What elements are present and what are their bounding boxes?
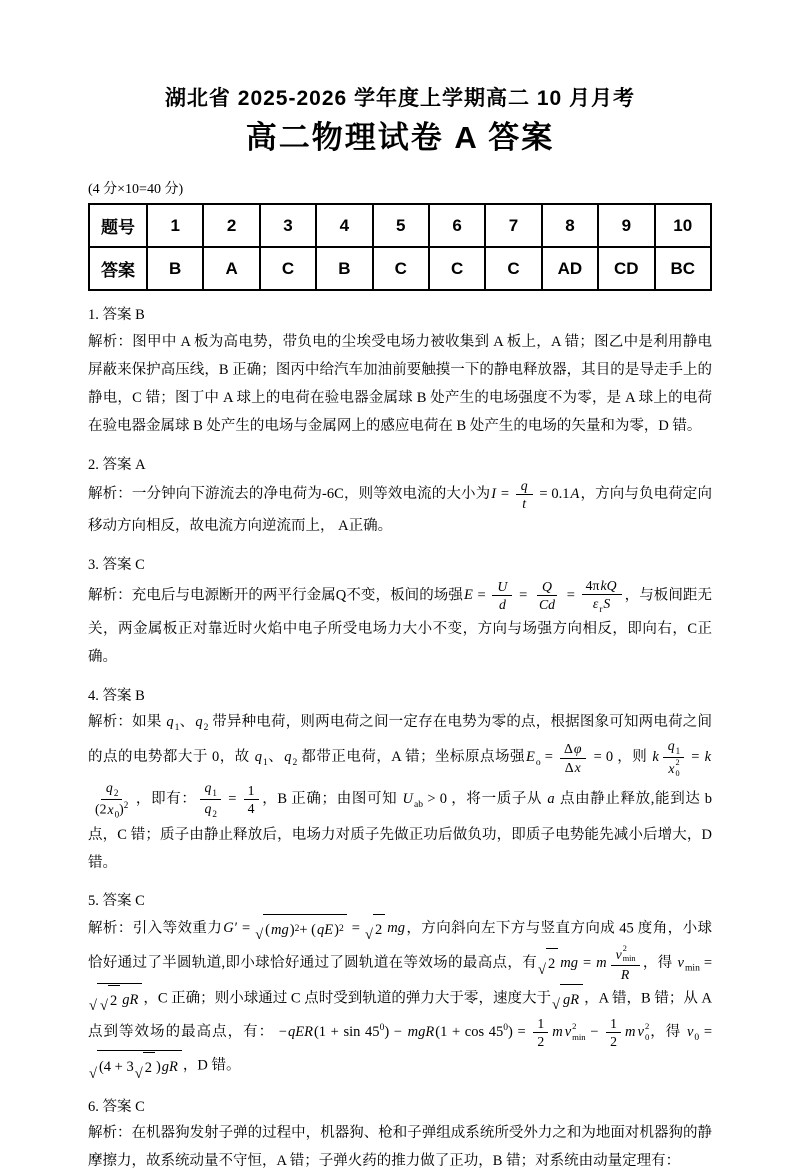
answer-cell: B — [316, 247, 372, 290]
question-number-cell: 6 — [429, 204, 485, 247]
answer-table — [88, 203, 712, 291]
solution-sections — [88, 304, 712, 1175]
answer-heading: 1. 答案 B — [88, 307, 145, 324]
exam-title: 湖北省 2025-2026 学年度上学期高二 10 月月考 — [164, 87, 636, 110]
question-number-cell: 7 — [485, 204, 541, 247]
answer-row-label: 答案 — [89, 247, 147, 290]
question-number-cell: 10 — [655, 204, 711, 247]
answer-cell: C — [373, 247, 429, 290]
answer-cell: BC — [655, 247, 711, 290]
question-number-cell: 2 — [203, 204, 259, 247]
question-number-cell: 1 — [147, 204, 203, 247]
analysis-text: 解析：在机器狗发射子弹的过程中，机器狗、枪和子弹组成系统所受外力之和为地面对机器狗的静摩擦力，故系统动量不守恒，A 错；子弹火药的推力做了正功，B 错；对系统由动量定理有： — [88, 1124, 712, 1170]
answer-cell: A — [203, 247, 259, 290]
solution-section — [88, 890, 712, 1082]
solution-section — [88, 685, 712, 878]
analysis-text: 解析：图甲中 A 板为高电势，带负电的尘埃受电场力被收集到 A 板上，A 错；图乙中是利用静电屏蔽来保护高压线，B 正确；图丙中给汽车加油前要触摸一下的静电释放器，其目的是导走手上的静电，C 错；图丁中 A 球上的电荷在验电器金属球 B 处产生的电场强度不为零，是 A 球上的电荷在验电器金属球 B 处产生的电场与金属网上的感应电荷在 B 处产生的电场的矢量和为零，D 错。 — [88, 333, 712, 435]
analysis-text: 解析：如果 $q_1$、$q_2$ 带异种电荷，则两电荷之间一定存在电势为零的点，根据图象可知两电荷之间的点的电势都大于 0，故 $q_1$、$q_2$ 都带正电荷，A 错；坐标原点场强$E_o$ = $\frac{\Delta\varphi}{\Delta x}$ = 0 ，则 k $q_1$ x 2 0 = k $\frac{q_2}{(2x_0)^2}$ ，即有： $\frac{q_1}{q_2}$ = $\frac{1}{4}$ ，B 正确；由图可知 $U_{ab} > 0$ ，将一质子从 a 点由静止释放,能到达 b 点，C 错；质子由静止释放后，电场力对质子先做正功后做负功，即质子电势能先减小后增大，D 错。 — [88, 713, 713, 872]
solution-section — [88, 1096, 712, 1175]
solution-section — [88, 454, 712, 541]
answer-cell: C — [260, 247, 316, 290]
answer-cell: CD — [598, 247, 654, 290]
answer-cell: AD — [542, 247, 598, 290]
solution-section — [88, 554, 712, 672]
analysis-text: 解析：一分钟向下游流去的净电荷为-6C，则等效电流的大小为I = $\frac{q}{t}$ = 0.1A，方向与负电荷定向移动方向相反，故电流方向逆流而上， A正确。 — [88, 477, 712, 535]
question-number-cell: 9 — [598, 204, 654, 247]
question-number-cell: 3 — [260, 204, 316, 247]
question-number-cell: 8 — [542, 204, 598, 247]
answer-cell: C — [429, 247, 485, 290]
analysis-text: 解析：充电后与电源断开的两平行金属Q不变，板间的场强E = $\frac{U}{d}$ = $\frac{Q}{Cd}$ = $\frac{\text{4πkQ}}{\varepsilon_rS}$ ，与板间距无关，两金属板正对靠近时火焰中电子所受电场力大小不变，方向与场强方向相反，即向右，C正确。 — [88, 577, 713, 666]
question-number-row-label: 题号 — [89, 204, 147, 247]
solution-section — [88, 304, 712, 440]
answer-heading: 3. 答案 C — [88, 556, 145, 573]
answer-row — [89, 247, 711, 290]
answer-heading: 4. 答案 B — [88, 687, 145, 704]
answer-cell: C — [485, 247, 541, 290]
points-note: (4 分×10=40 分) — [88, 182, 184, 198]
answer-heading: 6. 答案 C — [88, 1098, 145, 1115]
question-number-row — [89, 204, 711, 247]
question-number-cell: 5 — [373, 204, 429, 247]
analysis-text: 解析：引入等效重力G′ = √ ( mg ) 2 + ( qE ) 2 = √ 2 mg，方向斜向左下方与竖直方向成 45 度角，小球恰好通过了半圆轨道,即小球恰好通过了圆轨道在等效场的最高点，有 √ 2 mg = m v 2 min R ，得 $v_{min}$ = √ √ 2 gR ，C 正确；则小球通过 C 点时受到轨道的弹力大于零，速度大于 √ gR ，A 错，B 错；从 A 点到等效场的最高点，有： $-qER(1 + \sin 45^0) - mgR(1 + \cos 45^0)$ = $\frac{1}{2}$ m v 2 min − $\frac{1}{2}$ m v 2 0 ，得 $v_0$ = √ (4 + 3 √ 2 ) gR ，D 错。 — [88, 914, 712, 1083]
answer-heading: 2. 答案 A — [88, 456, 146, 473]
answer-heading: 5. 答案 C — [88, 893, 145, 910]
page-content — [88, 86, 712, 1175]
question-number-cell: 4 — [316, 204, 372, 247]
answer-sheet-title: 高二物理试卷 A 答案 — [245, 120, 555, 156]
answer-cell: B — [147, 247, 203, 290]
